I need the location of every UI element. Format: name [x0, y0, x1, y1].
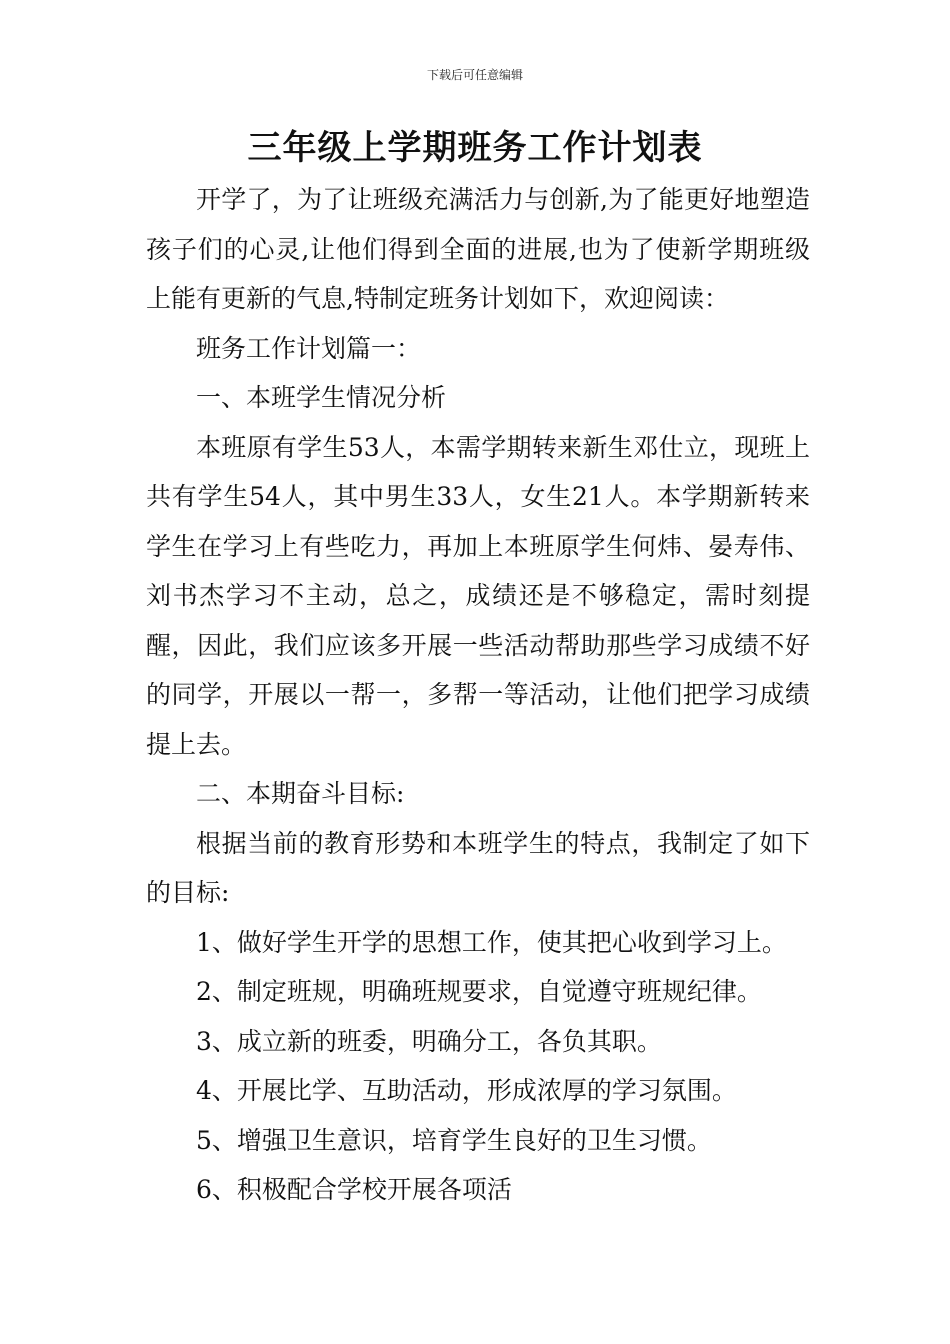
document-title: 三年级上学期班务工作计划表 [247, 128, 703, 168]
header-note: 下载后可任意编辑 [426, 68, 523, 82]
list-item-goal-6: 6、积极配合学校开展各项活 [196, 1175, 512, 1204]
paragraph-student-analysis: 本班原有学生53人，本需学期转来新生邓仕立，现班上共有学生54人，其中男生33人，女生21人。本学期新转来学生在学习上有些吃力，再加上本班原学生何炜、晏寿伟、刘书杰学习不主动，总之，成绩还是不够稳定，需时刻提醒，因此，我们应该多开展一些活动帮助那些学习成绩不好的同学，开展以一帮一，多帮一等活动，让他们把学习成绩提上去。 [146, 432, 810, 759]
list-item-goal-3: 3、成立新的班委，明确分工，各负其职。 [196, 1026, 662, 1056]
paragraph-goals-intro: 根据当前的教育形势和本班学生的特点，我制定了如下的目标: [146, 828, 810, 907]
paragraph-section-heading: 班务工作计划篇一： [196, 333, 422, 363]
paragraph-intro: 开学了，为了让班级充满活力与创新,为了能更好地塑造孩子们的心灵,让他们得到全面的进展,也为了使新学期班级上能有更新的气息,特制定班务计划如下，欢迎阅读： [146, 185, 810, 313]
list-item-goal-5: 5、增强卫生意识，培育学生良好的卫生习惯。 [196, 1125, 712, 1155]
paragraph-heading-2: 二、本期奋斗目标: [196, 779, 405, 808]
document-body [146, 175, 810, 1215]
list-item-goal-4: 4、开展比学、互助活动，形成浓厚的学习氛围。 [196, 1076, 737, 1105]
list-item-goal-1: 1、做好学生开学的思想工作，使其把心收到学习上。 [196, 927, 787, 957]
list-item-goal-2: 2、制定班规，明确班规要求，自觉遵守班规纪律。 [196, 977, 762, 1006]
paragraph-heading-1: 一、本班学生情况分析 [196, 383, 447, 412]
